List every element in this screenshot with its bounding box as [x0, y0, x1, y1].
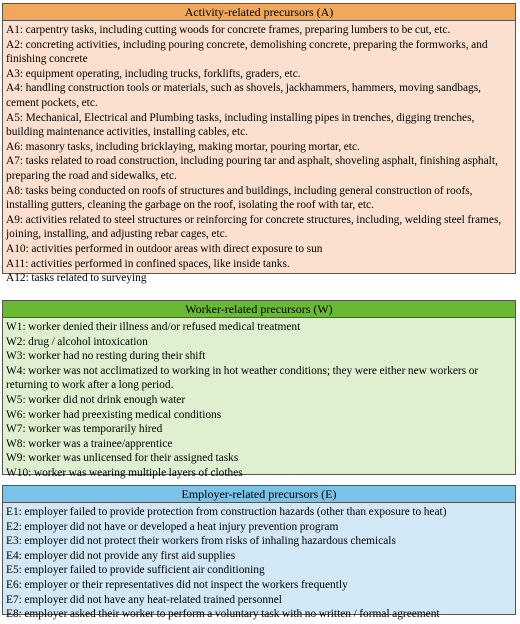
- employer-precursor-item: E3: employer did not protect their workers from risks of inhaling hazardous chemicals: [6, 535, 396, 548]
- employer-precursor-item: E8: employer asked their worker to perform a voluntary task with no written / formal agreement: [6, 608, 440, 621]
- activity-precursor-item: A5: Mechanical, Electrical and Plumbing tasks, including installing pipes in trenches, digging trenches, building maintenance activities, installing cables, etc.: [6, 111, 475, 139]
- activity-precursor-item: A10: activities performed in outdoor areas with direct exposure to sun: [6, 242, 323, 255]
- worker-precursors-list: [3, 318, 515, 483]
- activity-precursors-panel: [2, 3, 516, 285]
- employer-precursor-item: E1: employer failed to provide protection from construction hazards (other than exposure to heat): [6, 506, 447, 518]
- activity-precursor-item: A1: carpentry tasks, including cutting woods for concrete frames, preparing lumbers to be cut, etc.: [6, 24, 451, 36]
- worker-precursor-item: W7: worker was temporarily hired: [6, 423, 163, 436]
- activity-precursor-item: A2: concreting activities, including pouring concrete, demolishing concrete, preparing the formworks, and finishing concrete: [6, 38, 488, 66]
- activity-precursor-item: A8: tasks being conducted on roofs of structures and buildings, including general construction of roofs, installing gutters, cleaning the garbage on the roof, isolating the roof with tar, etc.: [6, 184, 473, 212]
- employer-precursor-item: E7: employer did not have any heat-related trained personnel: [6, 593, 282, 606]
- activity-precursor-item: A12: tasks related to surveying: [6, 272, 147, 285]
- employer-precursor-item: E2: employer did not have or developed a heat injury prevention program: [6, 520, 339, 533]
- activity-precursor-item: A9: activities related to steel structures or reinforcing for concrete structures, including, welding steel frames, joining, installing, and adjusting rebar cages, etc.: [6, 213, 502, 241]
- employer-precursors-title: Employer-related precursors (E): [3, 486, 515, 503]
- activity-precursors-title: Activity-related precursors (A): [3, 4, 515, 21]
- worker-precursor-item: W10: worker was wearing multiple layers of clothes: [6, 466, 243, 479]
- activity-precursor-item: A7: tasks related to road construction, including pouring tar and asphalt, shoveling asphalt, finishing asphalt, preparing the road and sidewalks, etc.: [6, 155, 498, 182]
- employer-precursors-panel: [2, 485, 516, 621]
- worker-precursor-item: W5: worker did not drink enough water: [6, 393, 186, 406]
- employer-precursor-item: E5: employer failed to provide sufficient air conditioning: [6, 564, 265, 577]
- worker-precursor-item: W9: worker was unlicensed for their assigned tasks: [6, 452, 239, 465]
- activity-precursor-item: A11: activities performed in confined spaces, like inside tanks.: [6, 257, 290, 270]
- worker-precursor-item: W8: worker was a trainee/apprentice: [6, 437, 173, 450]
- worker-precursor-item: W3: worker had no resting during their shift: [6, 350, 206, 363]
- employer-precursor-item: E6: employer or their representatives did not inspect the workers frequently: [6, 578, 348, 591]
- activity-precursor-item: A4: handling construction tools or materials, such as shovels, jackhammers, hammers, moving sandbags, cement pockets, etc.: [6, 82, 482, 109]
- employer-precursor-item: E4: employer did not provide any first aid supplies: [6, 549, 236, 562]
- activity-precursors-list: [3, 21, 515, 288]
- worker-precursor-item: W4: worker was not acclimatized to working in hot weather conditions; they were either new workers or returning to work after a long period.: [6, 364, 479, 392]
- worker-precursors-title: Worker-related precursors (W): [3, 301, 515, 318]
- worker-precursors-panel: [2, 300, 516, 479]
- activity-precursor-item: A6: masonry tasks, including bricklaying, making mortar, pouring mortar, etc.: [6, 140, 360, 153]
- worker-precursor-item: W2: drug / alcohol intoxication: [6, 335, 148, 348]
- worker-precursor-item: W1: worker denied their illness and/or refused medical treatment: [6, 321, 301, 333]
- worker-precursor-item: W6: worker had preexisting medical conditions: [6, 408, 222, 421]
- activity-precursor-item: A3: equipment operating, including trucks, forklifts, graders, etc.: [6, 67, 301, 80]
- employer-precursors-list: [3, 503, 515, 624]
